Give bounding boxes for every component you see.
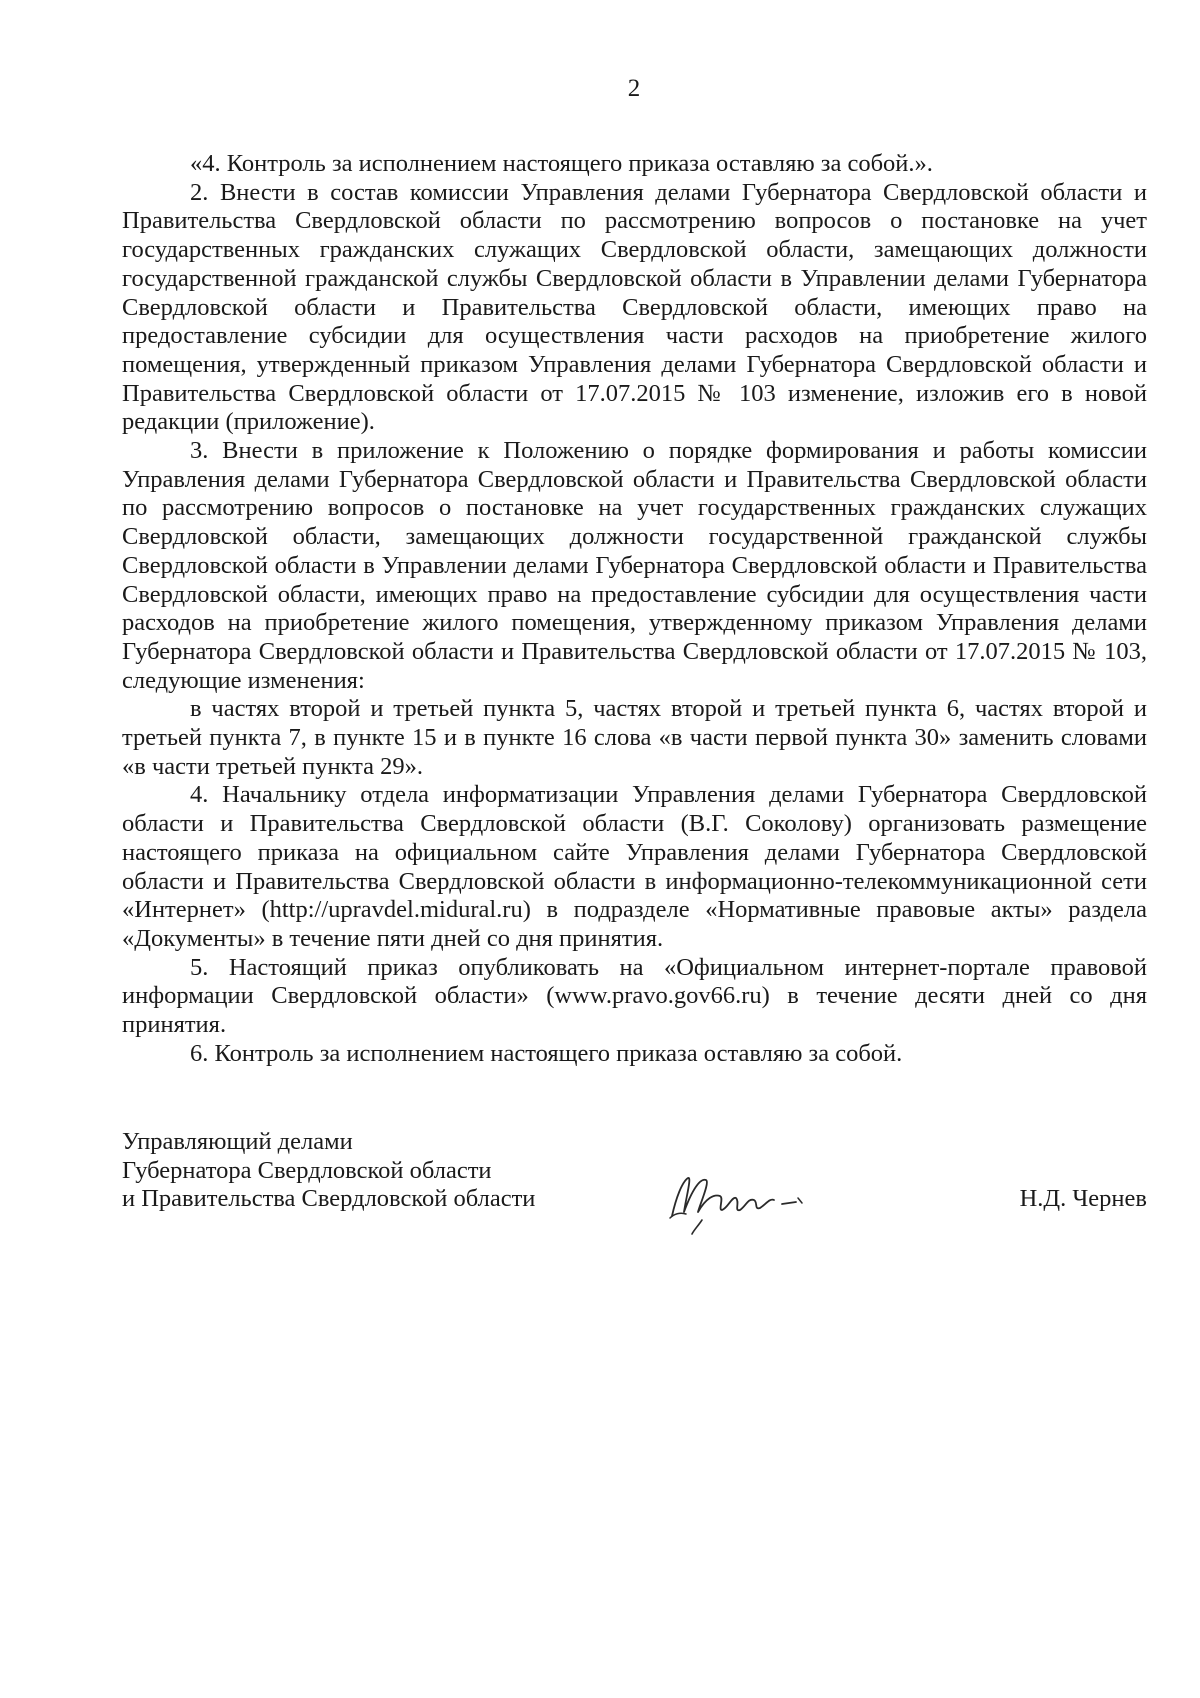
paragraph-item-3-changes: в частях второй и третьей пункта 5, частях второй и третьей пункта 6, частях второй и третьей пункта 7, в пункте 15 и в пункте 16 слова «в части первой пункта 30» заменить словами «в части третьей пункта 29». <box>122 695 1147 780</box>
signatory-position-line: Управляющий делами <box>122 1128 353 1155</box>
signature-block <box>122 1128 1147 1248</box>
signatory-position <box>122 1128 535 1214</box>
paragraph-item-4: 4. Начальнику отдела информатизации Управления делами Губернатора Свердловской области и Правительства Свердловской области (В.Г. Соколову) организовать размещение настоящего приказа на официальном сайте Управления делами Губернатора Свердловской области и Правительства Свердловской области в информационно-телекоммуникационной сети «Интернет» (http://upravdel.midural.ru) в подразделе «Нормативные правовые акты» раздела «Документы» в течение пяти дней со дня принятия. <box>122 781 1147 952</box>
paragraph-item-2: 2. Внести в состав комиссии Управления делами Губернатора Свердловской области и Правительства Свердловской области по рассмотрению вопросов о постановке на учет государственных гражданских служащих Свердловской области, замещающих должности государственной гражданской службы Свердловской области в Управлении делами Губернатора Свердловской области и Правительства Свердловской области, имеющих право на предоставление субсидии для осуществления части расходов на приобретение жилого помещения, утвержденный приказом Управления делами Губернатора Свердловской области и Правительства Свердловской области от 17.07.2015 № 103 изменение, изложив его в новой редакции (приложение). <box>122 178 1147 436</box>
page-number: 2 <box>627 75 641 102</box>
signatory-name: Н.Д. Чернев <box>1019 1185 1147 1212</box>
signatory-position-line: и Правительства Свердловской области <box>122 1185 536 1213</box>
paragraph-item-6: 6. Контроль за исполнением настоящего приказа оставляю за собой. <box>190 1039 903 1067</box>
paragraph-quoted-item-4: «4. Контроль за исполнением настоящего приказа оставляю за собой.». <box>190 150 933 177</box>
paragraph-item-5: 5. Настоящий приказ опубликовать на «Официальном интернет-портале правовой информации Свердловской области» (www.pravo.gov66.ru) в течение десяти дней со дня принятия. <box>122 953 1147 1039</box>
document-body <box>122 150 1147 1069</box>
paragraph-item-3: 3. Внести в приложение к Положению о порядке формирования и работы комиссии Управления делами Губернатора Свердловской области и Правительства Свердловской области по рассмотрению вопросов о постановке на учет государственных гражданских служащих Свердловской области, замещающих должности государственной гражданской службы Свердловской области в Управлении делами Губернатора Свердловской области и Правительства Свердловской области, имеющих право на предоставление субсидии для осуществления части расходов на приобретение жилого помещения, утвержденному приказом Управления делами Губернатора Свердловской области и Правительства Свердловской области от 17.07.2015 № 103, следующие изменения: <box>122 437 1147 694</box>
signatory-position-line: Губернатора Свердловской области <box>122 1156 492 1184</box>
handwritten-signature <box>662 1168 842 1238</box>
